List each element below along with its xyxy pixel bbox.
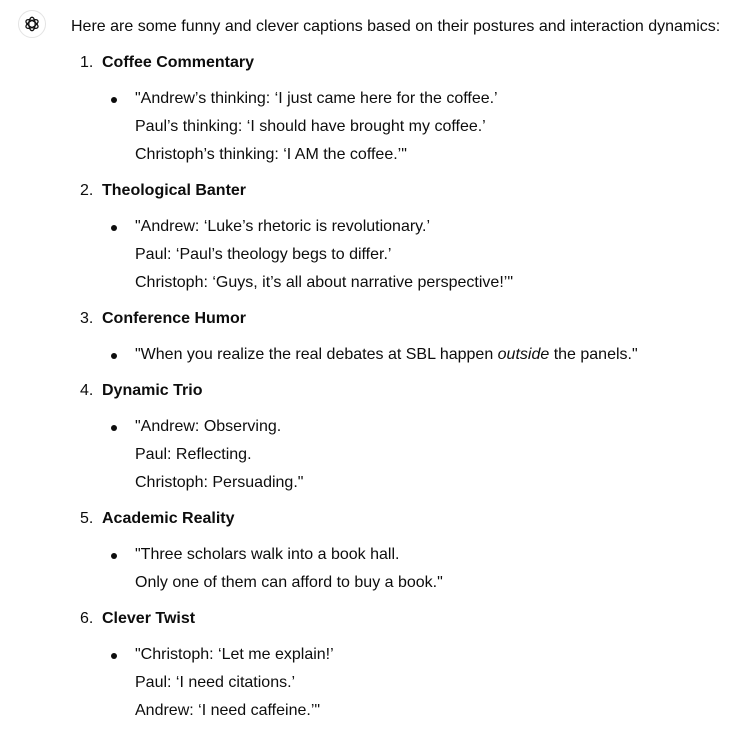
caption-text-before: "When you realize the real debates at SBL happen: [135, 346, 498, 363]
intro-text: Here are some funny and clever captions based on their postures and interaction dynamics:: [71, 18, 721, 35]
item-title: Dynamic Trio: [102, 382, 203, 399]
bullet-icon: [111, 553, 117, 559]
item-number: 6.: [80, 610, 94, 627]
caption-line: Only one of them can afford to buy a book.": [135, 574, 443, 591]
bullet-icon: [111, 225, 117, 231]
caption-line: Christoph’s thinking: ‘I AM the coffee.’": [135, 146, 407, 163]
caption-line: "Andrew: Observing.: [135, 418, 282, 435]
list-item-heading: [80, 308, 246, 330]
caption-line: Christoph: Persuading.": [135, 474, 304, 491]
openai-logo-icon: [23, 15, 41, 33]
bullet-icon: [111, 425, 117, 431]
caption-line: "Three scholars walk into a book hall.: [135, 546, 400, 563]
caption-text-after: the panels.": [549, 346, 638, 363]
bullet-icon: [111, 97, 117, 103]
caption-line: "Andrew: ‘Luke’s rhetoric is revolutionary.’: [135, 218, 430, 235]
item-number: 1.: [80, 54, 94, 71]
item-title: Clever Twist: [102, 610, 196, 627]
list-item-heading: [80, 508, 235, 530]
caption-line: [135, 344, 638, 366]
item-number: 3.: [80, 310, 94, 327]
item-title: Theological Banter: [102, 182, 247, 199]
list-item-heading: [80, 608, 195, 630]
caption-line: Christoph: ‘Guys, it’s all about narrative perspective!’": [135, 274, 513, 291]
list-item-heading: [80, 380, 202, 402]
caption-line: Paul: ‘Paul’s theology begs to differ.’: [135, 246, 392, 263]
caption-line: "Christoph: ‘Let me explain!’: [135, 646, 334, 663]
assistant-avatar: [18, 10, 46, 38]
caption-emphasis: outside: [497, 346, 550, 363]
item-number: 2.: [80, 182, 94, 199]
caption-line: "Andrew’s thinking: ‘I just came here for the coffee.’: [135, 90, 498, 107]
list-item-heading: [80, 52, 254, 74]
caption-line: Paul: Reflecting.: [135, 446, 252, 463]
item-number: 5.: [80, 510, 94, 527]
caption-line: Andrew: ‘I need caffeine.’": [135, 702, 321, 719]
item-title: Coffee Commentary: [102, 54, 255, 71]
bullet-icon: [111, 653, 117, 659]
item-title: Academic Reality: [102, 510, 235, 527]
item-title: Conference Humor: [102, 310, 247, 327]
caption-line: Paul’s thinking: ‘I should have brought my coffee.’: [135, 118, 486, 135]
bullet-icon: [111, 353, 117, 359]
caption-line: Paul: ‘I need citations.’: [135, 674, 296, 691]
list-item-heading: [80, 180, 246, 202]
item-number: 4.: [80, 382, 94, 399]
